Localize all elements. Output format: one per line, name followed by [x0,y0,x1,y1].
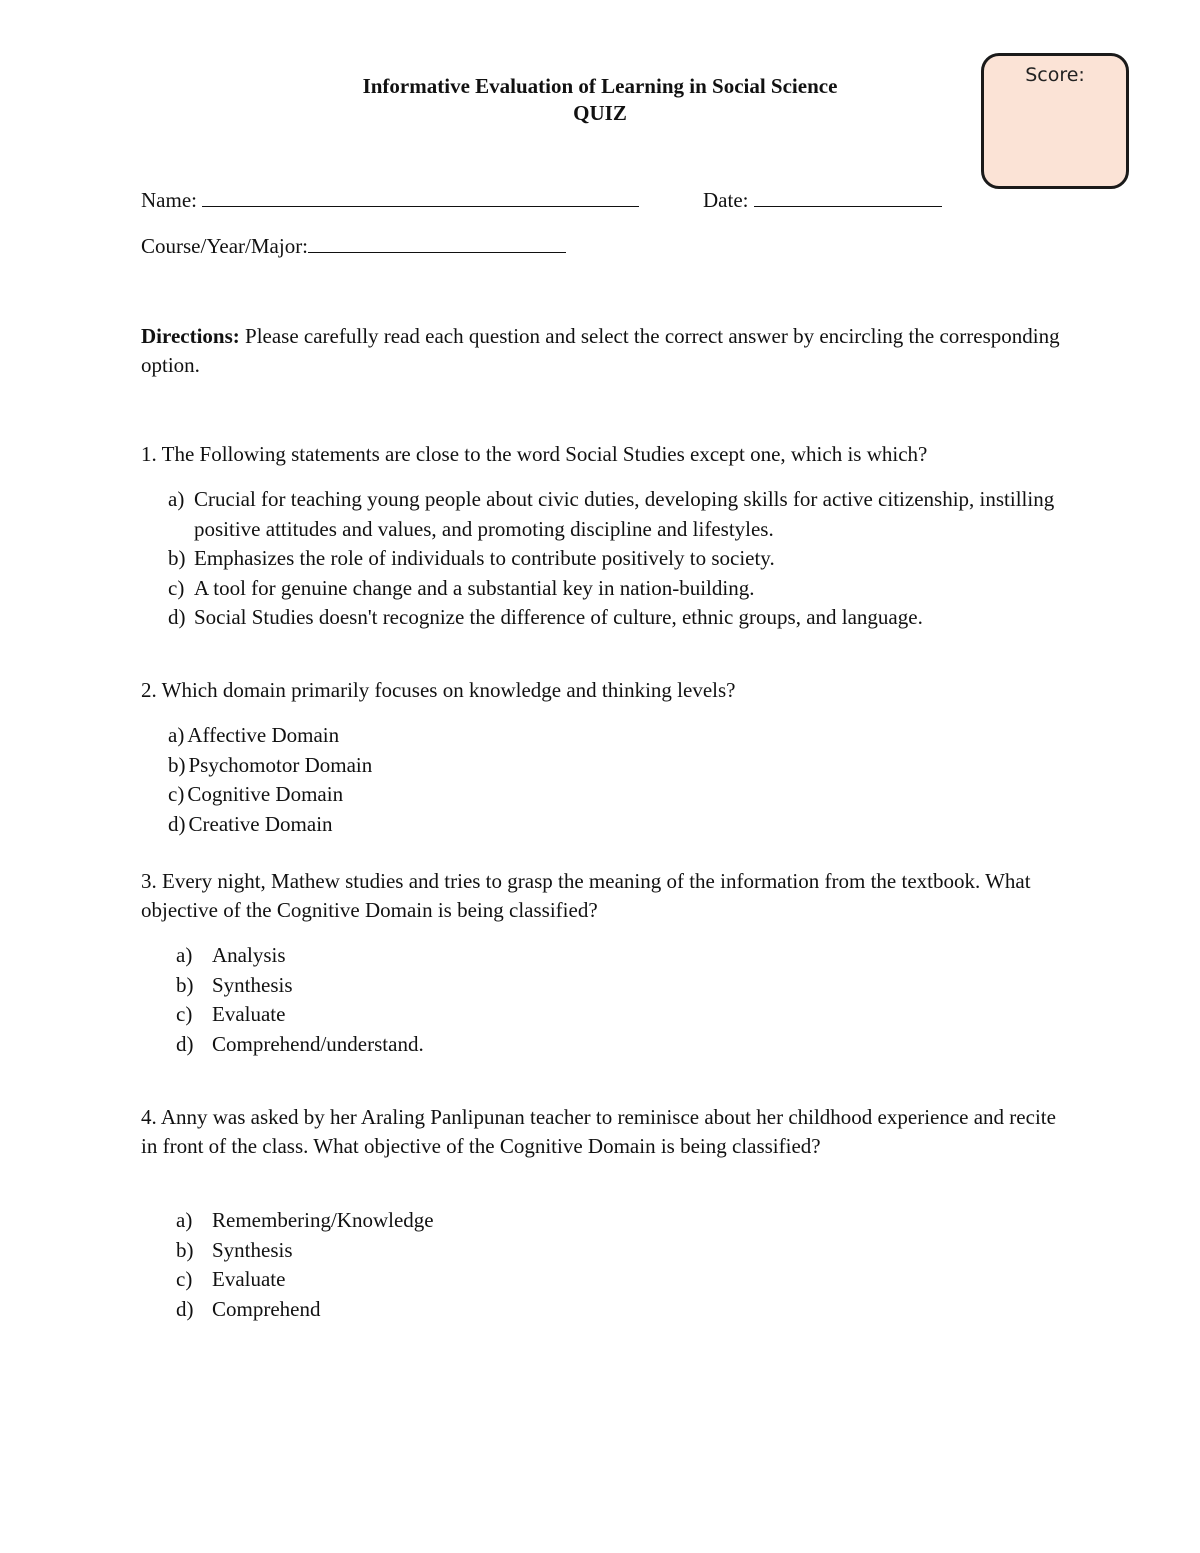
option-letter: b) [168,752,186,777]
option-text: Evaluate [212,1002,286,1026]
question-2: 2. Which domain primarily focuses on knowledge and thinking levels? [141,678,736,702]
option-text: Creative Domain [188,811,333,836]
option-text: Synthesis [212,972,293,997]
option-letter: b) [176,972,194,997]
course-blank[interactable] [308,234,566,253]
option-4c[interactable] [176,1265,776,1295]
question-3: 3. Every night, Mathew studies and tries to grasp the meaning of the information from the textbook. What objective of the Cognitive Domain is being classified? [141,869,1031,922]
option-4d[interactable] [176,1295,776,1325]
question-2-options [168,721,768,839]
question-1-options [168,485,1068,633]
option-text: Comprehend [212,1296,321,1321]
option-2c[interactable] [168,780,768,810]
option-text: Synthesis [212,1237,293,1262]
question-3-options [176,941,776,1059]
option-3c[interactable] [176,1000,776,1030]
name-field [141,188,639,213]
option-letter: c) [176,1267,193,1291]
option-2a[interactable] [168,721,768,751]
page-subtitle: QUIZ [573,101,627,125]
option-4a[interactable] [176,1206,776,1236]
option-1b[interactable] [168,544,1068,574]
option-text: Social Studies doesn't recognize the difference of culture, ethnic groups, and language. [194,605,923,629]
option-letter: c) [168,575,185,600]
option-letter: c) [168,782,185,806]
score-box [981,53,1129,189]
course-label: Course/Year/Major: [141,234,309,258]
option-3b[interactable] [176,971,776,1001]
option-letter: d) [176,1296,194,1321]
option-text: Evaluate [212,1267,286,1291]
name-label: Name: [141,188,197,212]
option-letter: d) [168,605,186,629]
question-4: 4. Anny was asked by her Araling Panlipunan teacher to reminisce about her childhood experience and recite in front of the class. What objective of the Cognitive Domain is being classified? [141,1105,1056,1158]
directions-text: Please carefully read each question and select the correct answer by encircling the corresponding option. [141,324,1060,377]
option-text: Cognitive Domain [187,782,344,806]
score-label: Score: [1025,64,1085,86]
option-text: Analysis [212,943,286,967]
option-letter: a) [176,1208,193,1232]
option-letter: d) [176,1031,194,1056]
option-text: Comprehend/understand. [212,1031,424,1056]
option-3d[interactable] [176,1030,776,1060]
option-text: Emphasizes the role of individuals to contribute positively to society. [194,546,775,570]
page-title: Informative Evaluation of Learning in Social Science [362,74,838,98]
option-2d[interactable] [168,810,768,840]
option-letter: a) [176,943,193,967]
option-4b[interactable] [176,1236,776,1266]
option-text: Psychomotor Domain [188,752,373,777]
directions-label: Directions: [141,324,240,348]
option-letter: b) [168,546,186,570]
option-letter: a) [168,487,185,511]
course-field [141,234,566,259]
option-letter: c) [176,1002,193,1026]
name-blank[interactable] [202,188,639,207]
option-text: A tool for genuine change and a substantial key in nation-building. [194,575,755,600]
date-field [703,188,942,213]
option-1c[interactable] [168,574,1068,604]
option-3a[interactable] [176,941,776,971]
option-letter: d) [168,811,186,836]
option-text: Crucial for teaching young people about civic duties, developing skills for active citizenship, instilling positive attitudes and values, and promoting discipline and lifestyles. [194,487,1055,541]
question-4-options [176,1206,776,1324]
option-1a[interactable] [168,485,1068,544]
directions [141,322,1061,380]
date-blank[interactable] [754,188,942,207]
date-label: Date: [703,188,749,212]
option-text: Affective Domain [187,723,340,747]
option-text: Remembering/Knowledge [212,1208,434,1232]
option-1d[interactable] [168,603,1068,633]
question-1: 1. The Following statements are close to the word Social Studies except one, which is which? [141,442,928,466]
option-2b[interactable] [168,751,768,781]
option-letter: b) [176,1237,194,1262]
option-letter: a) [168,723,185,747]
